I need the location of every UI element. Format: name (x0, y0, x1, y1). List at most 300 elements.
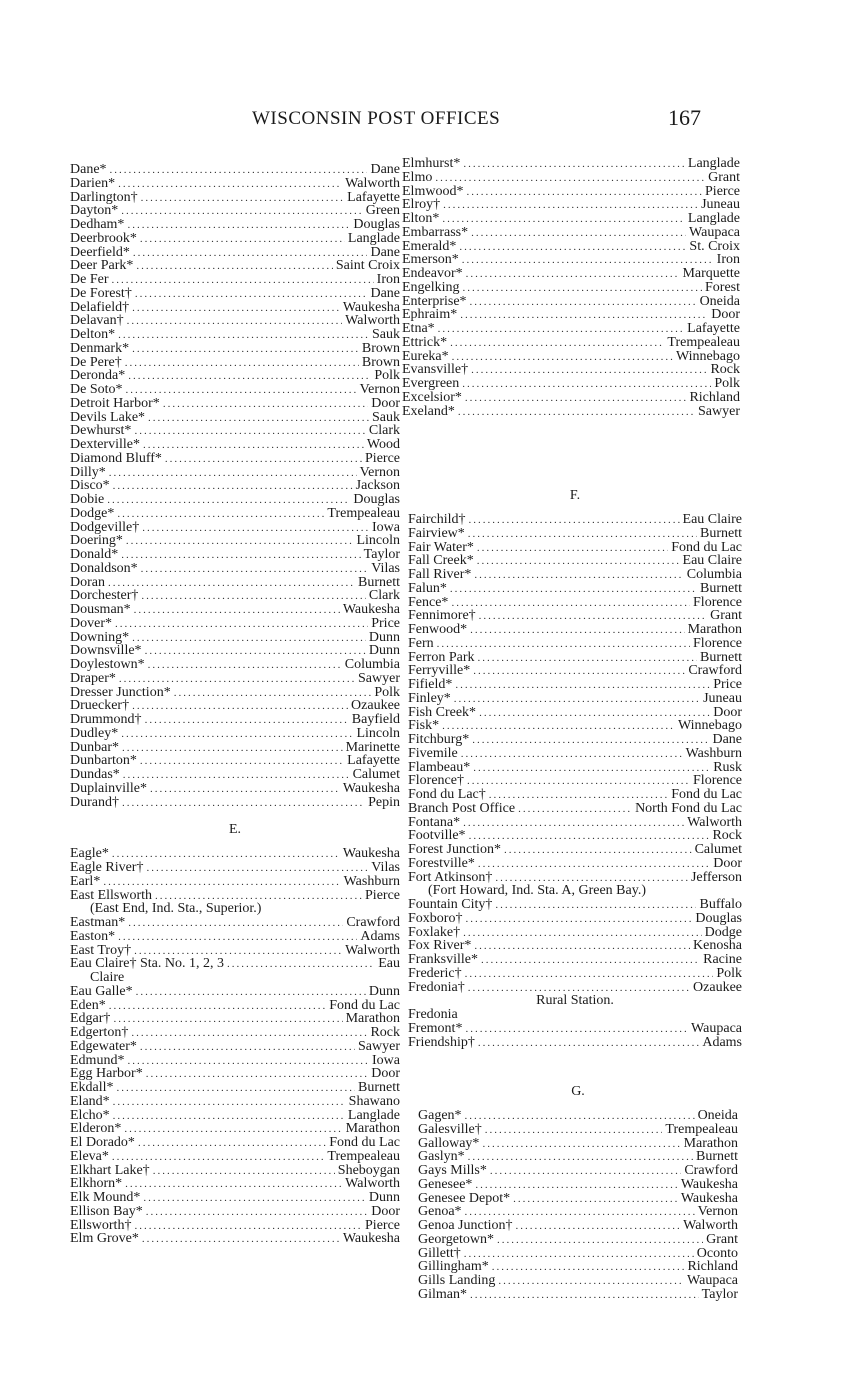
list-item (402, 350, 740, 364)
list-item (70, 713, 400, 727)
post-office-name: Finley* (408, 691, 451, 706)
leader-dots (136, 986, 366, 999)
county-name: Florence (693, 774, 742, 788)
county-name: Marquette (682, 267, 740, 281)
county-name: Buffalo (699, 898, 742, 912)
list-item (418, 1123, 738, 1137)
list-item (408, 541, 742, 555)
post-office-name: Forest Junction* (408, 843, 501, 857)
list-item (402, 405, 740, 419)
leader-dots (438, 323, 684, 336)
post-office-name: East Ellsworth (70, 888, 153, 903)
post-office-name: Eleva* (70, 1149, 109, 1164)
list-item (70, 287, 400, 301)
leader-dots (513, 1193, 678, 1206)
list-item (402, 391, 740, 405)
post-office-name: Ellsworth† (70, 1218, 132, 1233)
list-item (70, 699, 400, 713)
list-item (70, 796, 400, 810)
leader-dots (146, 1068, 369, 1081)
leader-dots (451, 597, 690, 610)
county-name: Adams (360, 929, 400, 944)
post-office-name: Elmwood* (402, 184, 464, 199)
county-name: Trempealeau (327, 1149, 400, 1164)
leader-dots (124, 1123, 342, 1136)
post-office-name: Egg Harbor* (70, 1067, 143, 1081)
leader-dots (131, 1027, 367, 1040)
post-office-name: Dobie (70, 493, 105, 507)
list-item (408, 706, 742, 720)
county-name: Douglas (353, 493, 400, 507)
post-office-name: Eland* (70, 1094, 110, 1109)
leader-dots (121, 205, 363, 218)
county-name: Fond du Lac (329, 998, 400, 1013)
county-name: Fond du Lac (329, 1136, 400, 1150)
post-office-name: Foxlake† (408, 925, 461, 940)
list-item (418, 1274, 738, 1288)
leader-dots (174, 687, 372, 700)
post-office-name: Foxboro† (408, 911, 463, 926)
list-item (402, 253, 740, 267)
county-name: Sawyer (698, 404, 740, 419)
leader-dots (140, 755, 344, 768)
post-office-name: Edgewater* (70, 1039, 137, 1054)
county-name: Richland (687, 1260, 738, 1274)
county-name: Pierce (365, 1218, 400, 1233)
list-item (402, 308, 740, 322)
post-office-name: Evergreen (402, 377, 460, 391)
leader-dots (143, 439, 364, 452)
leader-dots (122, 797, 365, 810)
running-title: WISCONSIN POST OFFICES (252, 108, 501, 129)
post-office-name: Dilly* (70, 465, 106, 480)
post-office-name: Dunbarton* (70, 754, 137, 768)
section-heading-g: G. (571, 1084, 585, 1099)
county-name: Waukesha (342, 1232, 400, 1246)
leader-dots (125, 1178, 342, 1191)
leader-dots (113, 480, 353, 493)
leader-dots (452, 351, 673, 364)
leader-dots (474, 569, 683, 582)
list-item (70, 342, 400, 356)
county-name: Washburn (343, 874, 400, 889)
post-office-name: Elmo (402, 170, 433, 185)
leader-dots (467, 775, 690, 788)
county-name: Langlade (347, 231, 400, 246)
leader-dots (492, 1261, 685, 1274)
list-item (70, 930, 400, 944)
county-name: Crawford (684, 1164, 738, 1178)
post-office-name: Fox River* (408, 939, 472, 953)
county-name: Dane (370, 163, 400, 177)
county-name: Polk (714, 377, 740, 391)
leader-dots (466, 268, 680, 281)
list-item (70, 631, 400, 645)
leader-dots (497, 1234, 703, 1247)
leader-dots (462, 254, 714, 267)
list-item (408, 829, 742, 843)
leader-dots (126, 384, 357, 397)
leader-dots (465, 1023, 688, 1036)
county-name: Walworth (345, 943, 400, 958)
post-office-name: El Dorado* (70, 1136, 135, 1150)
list-item (408, 926, 742, 940)
list-item (408, 939, 742, 953)
county-name: Oneida (699, 294, 740, 309)
county-name: Door (371, 1204, 400, 1219)
list-item (408, 967, 742, 981)
county-name: Waupaca (689, 225, 740, 240)
county-name: Eau Claire (682, 554, 742, 568)
post-office-name: Dousman* (70, 603, 131, 617)
list-item (408, 871, 742, 885)
post-office-name: Galloway* (418, 1136, 480, 1151)
leader-dots (146, 862, 368, 875)
leader-dots (165, 453, 362, 466)
post-office-name: Edgerton† (70, 1026, 129, 1040)
county-name: Sawyer (358, 1039, 400, 1054)
county-name: Marathon (683, 1136, 738, 1151)
county-name: Walworth (345, 176, 400, 191)
post-office-name: Doering* (70, 534, 123, 548)
post-office-name: Emerald* (402, 239, 457, 254)
leader-dots (469, 830, 710, 843)
list-item (402, 322, 740, 336)
post-office-name: Elkhorn* (70, 1177, 123, 1191)
county-name: Burnett (358, 1081, 400, 1095)
list-item (408, 774, 742, 788)
county-name: Burnett (700, 650, 742, 665)
county-name: Walworth (683, 1219, 738, 1233)
post-office-name: Elmhurst* (402, 157, 461, 171)
post-office-name: Georgetown* (418, 1232, 494, 1247)
list-item (70, 916, 400, 930)
county-name: Iron (716, 253, 740, 267)
leader-dots (140, 1041, 355, 1054)
county-name: Jefferson (690, 870, 742, 885)
list-item (70, 314, 400, 328)
post-office-name: Detroit Harbor* (70, 396, 160, 411)
post-office-name: Dresser Junction* (70, 685, 171, 700)
list-item (70, 232, 400, 246)
list-item (70, 1150, 400, 1164)
post-office-name: Fairchild† (408, 513, 466, 527)
county-name: Brown (361, 341, 400, 356)
post-office-name: Flambeau* (408, 760, 471, 775)
leader-dots (109, 1000, 326, 1013)
county-name: Polk (716, 966, 742, 981)
leader-dots (450, 337, 664, 350)
county-name: Door (711, 308, 740, 322)
leader-dots (142, 522, 369, 535)
leader-dots (463, 282, 702, 295)
post-office-name: Dorchester† (70, 589, 139, 603)
leader-dots (134, 945, 342, 958)
leader-dots (125, 357, 359, 370)
list-item (70, 273, 400, 287)
list-item (70, 889, 400, 903)
county-name: Vilas (371, 561, 400, 576)
list-item (70, 782, 400, 796)
county-name: Forest (705, 280, 740, 295)
post-office-name: Ellison Bay* (70, 1204, 143, 1219)
leader-dots (110, 164, 368, 177)
leader-dots (153, 1165, 335, 1178)
leader-dots (437, 638, 690, 651)
post-office-name: Ettrick* (402, 335, 448, 350)
leader-dots (479, 707, 710, 720)
list-item (70, 741, 400, 755)
county-name: Door (713, 856, 742, 871)
county-name: Rock (370, 1026, 400, 1040)
post-office-name: Deer Park* (70, 259, 134, 273)
list-item (408, 568, 742, 582)
list-item (70, 644, 400, 658)
post-office-name: Fall River* (408, 568, 472, 582)
list-item (70, 861, 400, 875)
post-office-name: Fairview* (408, 526, 465, 541)
leader-dots (465, 1110, 695, 1123)
post-office-name: Doran (70, 575, 105, 590)
list-item (408, 816, 742, 830)
county-name: Iron (376, 273, 400, 287)
county-name: Door (713, 705, 742, 720)
county-name: Ozaukee (693, 980, 742, 995)
county-name: Grant (710, 609, 742, 623)
leader-dots (127, 1055, 369, 1068)
county-name: Kenosha (693, 939, 742, 953)
county-name: Racine (703, 953, 742, 967)
leader-dots (108, 577, 355, 590)
list-item (70, 534, 400, 548)
post-office-name: (East End, Ind. Sta., Superior.) (90, 902, 262, 916)
list-item (70, 424, 400, 438)
post-office-name: Downsville* (70, 644, 142, 658)
list-item (418, 1192, 738, 1206)
leader-dots (115, 618, 368, 631)
county-name: Saint Croix (335, 259, 400, 273)
leader-dots (113, 1110, 345, 1123)
leader-dots (112, 848, 340, 861)
leader-dots (135, 288, 368, 301)
list-item (408, 912, 742, 926)
leader-dots (468, 982, 690, 995)
list-item (408, 582, 742, 596)
leader-dots (123, 769, 350, 782)
list-item (408, 788, 742, 802)
list-item (70, 971, 400, 985)
list-item (402, 363, 740, 377)
list-item (70, 163, 400, 177)
list-f (408, 513, 742, 1049)
county-name: Marathon (345, 1012, 400, 1026)
post-office-name: Disco* (70, 479, 110, 493)
right-column-g (418, 1071, 738, 1302)
county-name: Langlade (687, 212, 740, 226)
list-item (408, 554, 742, 568)
county-name: Lafayette (347, 190, 400, 205)
county-name: Vernon (359, 465, 400, 480)
list-item (402, 336, 740, 350)
post-office-name: Elkhart Lake† (70, 1163, 150, 1178)
list-item (402, 212, 740, 226)
post-office-name: Dewhurst* (70, 424, 132, 438)
leader-dots (489, 789, 668, 802)
leader-dots (134, 1220, 362, 1233)
list-item (408, 527, 742, 541)
list-item (408, 609, 742, 623)
post-office-name: Dayton* (70, 204, 119, 218)
list-item (70, 1136, 400, 1150)
leader-dots (117, 1082, 355, 1095)
leader-dots (495, 899, 696, 912)
leader-dots (121, 549, 360, 562)
post-office-name: (Fort Howard, Ind. Sta. A, Green Bay.) (428, 884, 646, 898)
post-office-name: Dane* (70, 163, 107, 177)
leader-dots (109, 467, 357, 480)
county-name: Wood (366, 438, 400, 452)
leader-dots (145, 645, 366, 658)
leader-dots (118, 329, 369, 342)
county-name: Marinette (345, 740, 400, 755)
county-name: Clark (368, 589, 400, 603)
county-name: Sheboygan (337, 1163, 400, 1178)
county-name: Dunn (368, 984, 400, 999)
leader-dots (118, 931, 357, 944)
list-item (418, 1233, 738, 1247)
list-item (70, 383, 400, 397)
county-name: Rock (710, 363, 740, 377)
section-heading-f: F. (569, 488, 581, 503)
post-office-name: Earl* (70, 874, 101, 889)
county-name: Burnett (696, 1150, 738, 1164)
leader-dots (128, 917, 343, 930)
list-item (70, 617, 400, 631)
list-item (408, 802, 742, 816)
county-name: Douglas (695, 911, 742, 926)
post-office-name: Elroy† (402, 198, 441, 212)
list-item (408, 1008, 742, 1022)
county-name: Juneau (701, 198, 740, 212)
list-item (408, 953, 742, 967)
leader-dots (461, 748, 683, 761)
list-item (70, 369, 400, 383)
post-office-name: De Pere† (70, 355, 122, 370)
county-name: Oconto (696, 1246, 738, 1261)
post-office-name: Genoa Junction† (418, 1219, 513, 1233)
county-name: Waukesha (342, 847, 400, 861)
right-column-f (408, 475, 742, 1049)
county-name: Crawford (688, 664, 742, 678)
county-name: Walworth (345, 1177, 400, 1191)
leader-dots (121, 728, 353, 741)
county-name: North Fond du Lac (635, 801, 742, 816)
leader-dots (465, 913, 692, 926)
county-name: Winnebago (678, 719, 742, 733)
post-office-name: Eau Claire† Sta. No. 1, 2, 3 (70, 957, 224, 971)
list-item (70, 1054, 400, 1068)
leader-dots (132, 302, 340, 315)
leader-dots (442, 720, 675, 733)
post-office-name: Darlington† (70, 190, 138, 205)
post-office-name: Dodge* (70, 506, 115, 521)
list-item (70, 452, 400, 466)
leader-dots (478, 858, 710, 871)
list-item (70, 672, 400, 686)
county-name: Waukesha (680, 1177, 738, 1192)
county-name: Sawyer (358, 671, 400, 686)
post-office-name: Frederic† (408, 966, 462, 981)
leader-dots (141, 590, 365, 603)
county-name: Winnebago (676, 349, 740, 364)
leader-dots (460, 309, 708, 322)
county-name: Lincoln (356, 726, 400, 741)
leader-dots (478, 652, 698, 665)
list-item (418, 1260, 738, 1274)
list-item (70, 328, 400, 342)
list-item (70, 658, 400, 672)
list-item (402, 171, 740, 185)
leader-dots (472, 734, 709, 747)
list-item (402, 295, 740, 309)
list-item (70, 479, 400, 493)
county-name: Juneau (703, 691, 742, 706)
county-name: Clark (368, 424, 400, 438)
leader-dots (134, 425, 365, 438)
left-column (70, 163, 400, 1246)
list-item (70, 985, 400, 999)
list-item (408, 898, 742, 912)
post-office-name: Eastman* (70, 916, 126, 930)
county-name: Lincoln (356, 534, 400, 548)
county-name: Sauk (372, 328, 400, 342)
post-office-name: Falun* (408, 581, 447, 596)
list-item (402, 267, 740, 281)
county-name: Price (371, 616, 400, 631)
post-office-name: Deerbrook* (70, 231, 137, 246)
leader-dots (103, 876, 340, 889)
list-item (408, 678, 742, 692)
leader-dots (138, 1137, 326, 1150)
post-office-name: Donald* (70, 548, 119, 562)
leader-dots (133, 247, 368, 260)
county-name: Iowa (372, 1053, 400, 1068)
leader-dots (435, 172, 705, 185)
list-item (70, 686, 400, 700)
leader-dots (465, 392, 687, 405)
leader-dots (463, 927, 702, 940)
post-office-name: Elcho* (70, 1108, 110, 1123)
leader-dots (462, 378, 711, 391)
county-name: Rusk (713, 760, 742, 775)
county-name: Vilas (371, 861, 400, 875)
leader-dots (479, 610, 707, 623)
leader-dots (498, 1275, 684, 1288)
county-name: Dodge (704, 925, 742, 940)
leader-dots (471, 364, 707, 377)
leader-dots (495, 872, 688, 885)
post-office-name: Etna* (402, 322, 435, 336)
county-name: Door (371, 396, 400, 411)
list-item (70, 1122, 400, 1136)
post-office-name: Dover* (70, 616, 112, 631)
list-item (70, 754, 400, 768)
list-item (70, 204, 400, 218)
list-e-left (70, 847, 400, 1246)
list-item (408, 994, 742, 1008)
list-item (70, 411, 400, 425)
page-number: 167 (668, 105, 701, 130)
